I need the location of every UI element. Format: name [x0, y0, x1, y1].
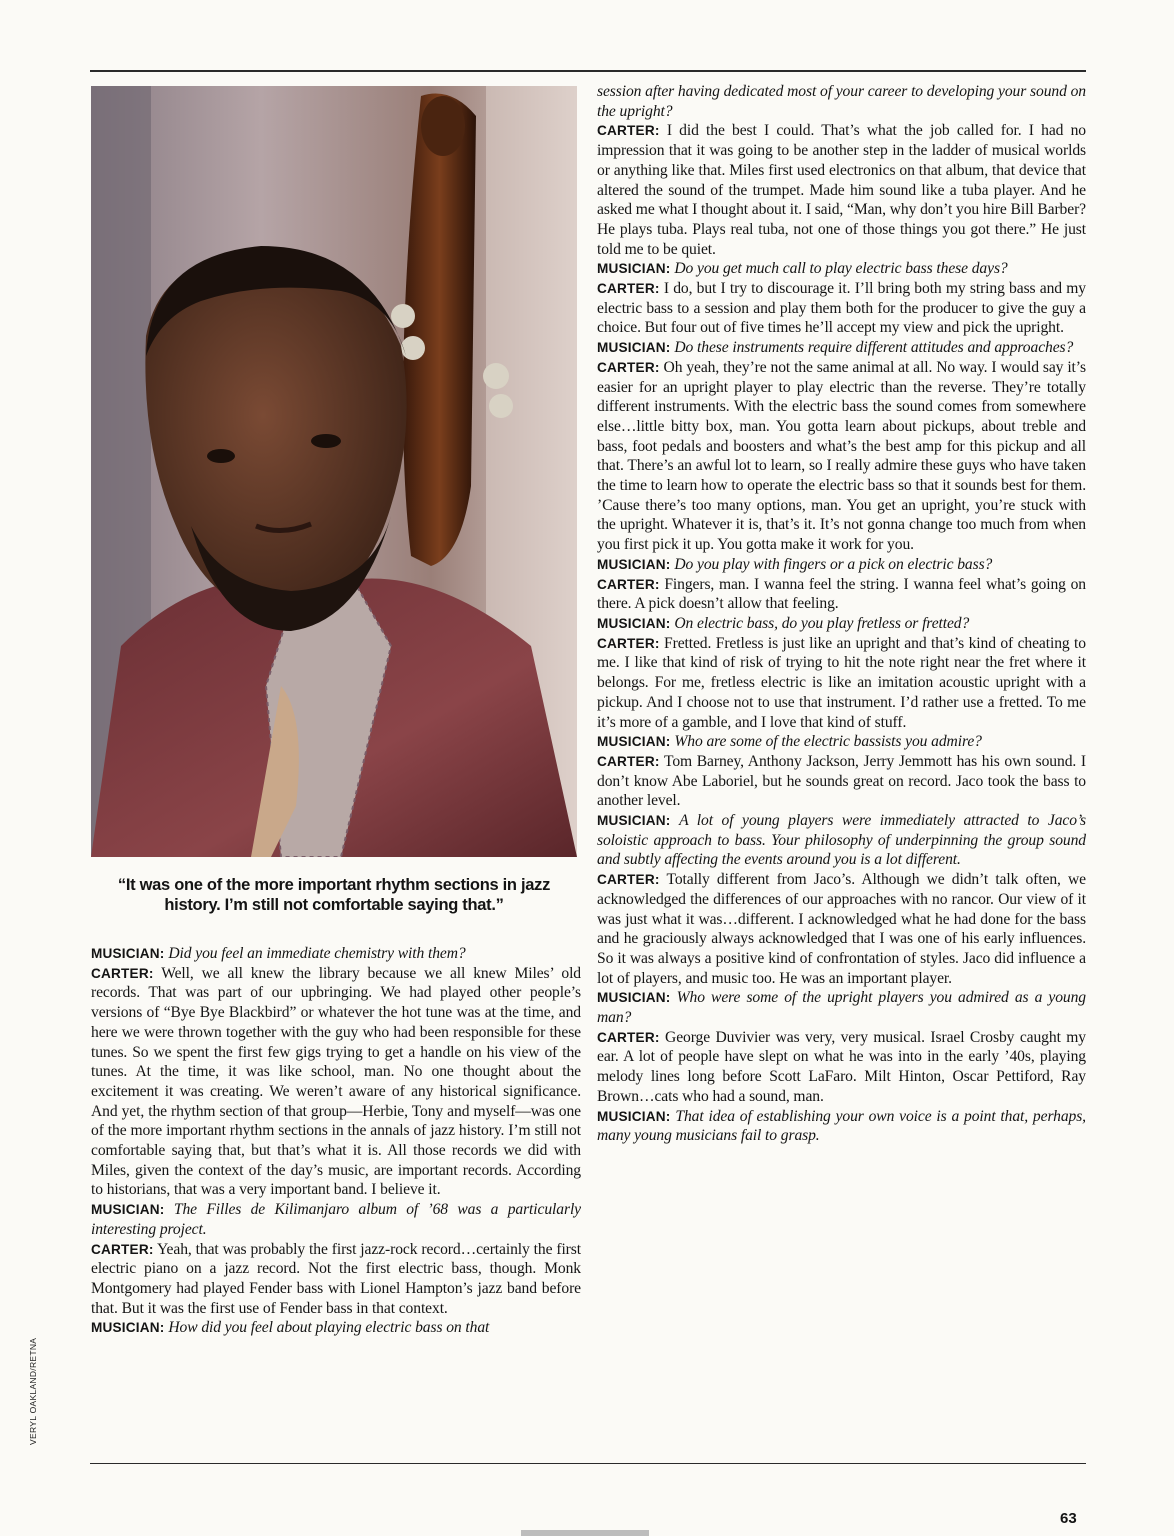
- answer-text: Oh yeah, they’re not the same animal at all. No way. I would say it’s easier for an upright player to play electric than the reverse. They’re totally different instruments. With the electric bass the sound comes from somewhere else…little bitty box, man. You gotta learn about pickups, about treble and bass, foot pedals and boosters and what’s the best amp for this pickup and all that. There’s an awful lot to learn, so I really admire these guys who have taken the time to learn how to operate the electric bass so that it sounds best for them. ’Cause there’s too many options, man. You get an upright, you’re stuck with the upright. Whatever it is, that’s it. It’s not gonna change too much from when you first pick it up. You gotta make it work for you.: [597, 358, 1086, 554]
- interview-paragraph: [91, 944, 581, 964]
- interview-paragraph: [597, 811, 1086, 870]
- question-text: On electric bass, do you play fretless or fretted?: [674, 614, 970, 632]
- interview-paragraph: [597, 575, 1086, 614]
- answer-text: Tom Barney, Anthony Jackson, Jerry Jemmott has his own sound. I don’t know Abe Laboriel, but he sounds great on record. Jaco took the bass to another level.: [597, 752, 1086, 810]
- answer-text: Yeah, that was probably the first jazz-rock record…certainly the first electric piano on a jazz record. Not the first electric bass, though. Monk Montgomery had played Fender bass with Lionel Hampton’s jazz band before that. But it was the first use of Fender bass in that context.: [91, 1240, 581, 1317]
- speaker-label: MUSICIAN:: [597, 615, 671, 631]
- left-column-text: [91, 944, 581, 1338]
- speaker-label: MUSICIAN:: [597, 556, 671, 572]
- interview-paragraph: [597, 988, 1086, 1027]
- interview-paragraph: [597, 259, 1086, 279]
- question-text: Who were some of the upright players you admired as a young man?: [597, 989, 1086, 1027]
- interview-paragraph: [91, 1318, 581, 1338]
- interview-paragraph: [597, 338, 1086, 358]
- interview-paragraph: [597, 870, 1086, 988]
- answer-text: George Duvivier was very, very musical. Israel Crosby caught my ear. A lot of people have slept on what he was into in the early ’40s, playing melody lines long before Scott LaFaro. Milt Hinton, Oscar Pettiford, Ray Brown…cats who had a sound, man.: [597, 1028, 1086, 1105]
- speaker-label: MUSICIAN:: [597, 990, 671, 1006]
- answer-text: Totally different from Jaco’s. Although we didn’t talk often, we acknowledged the differences of our approaches with no rancor. Our view of it was just what it was…different. I acknowledged what he had done for the bass and he graciously always acknowledged that I was one of his early influences. So it was always a positive kind of confrontation of styles. Jaco did influence a lot of players, and music too. He was an important player.: [597, 871, 1086, 987]
- speaker-label: CARTER:: [91, 965, 154, 981]
- speaker-label: CARTER:: [597, 872, 660, 888]
- speaker-label: MUSICIAN:: [91, 1202, 165, 1218]
- answer-text: Fretted. Fretless is just like an upright and that’s kind of cheating to me. I like that kind of risk of trying to hit the note right near the fret where it belongs. For me, fretless electric is like an imitation acoustic upright with a pickup. And I choose not to use that instrument. I’d rather use a fretted. To me it’s more of a gamble, and I love that kind of stuff.: [597, 634, 1086, 731]
- speaker-label: CARTER:: [597, 635, 660, 651]
- interview-paragraph: [597, 279, 1086, 338]
- interview-paragraph: [91, 1240, 581, 1319]
- right-column-text: [597, 82, 1086, 1146]
- interview-paragraph: [597, 555, 1086, 575]
- interview-paragraph: [597, 614, 1086, 634]
- interview-paragraph: [597, 634, 1086, 733]
- speaker-label: MUSICIAN:: [91, 1320, 165, 1336]
- interview-paragraph: [597, 1028, 1086, 1107]
- interview-paragraph: [597, 82, 1086, 121]
- speaker-label: CARTER:: [597, 753, 660, 769]
- interview-paragraph: [91, 1200, 581, 1239]
- question-text: Do you get much call to play electric bass these days?: [674, 260, 1008, 278]
- answer-text: Fingers, man. I wanna feel the string. I wanna feel what’s going on there. A pick doesn’t allow that feeling.: [597, 575, 1086, 613]
- top-rule: [90, 70, 1086, 72]
- footer-strip: [521, 1530, 649, 1536]
- question-text: session after having dedicated most of your career to developing your sound on the upright?: [597, 83, 1086, 120]
- speaker-label: MUSICIAN:: [597, 813, 671, 829]
- question-text: Do these instruments require different attitudes and approaches?: [674, 339, 1074, 357]
- question-text: The Filles de Kilimanjaro album of ’68 was a particularly interesting project.: [91, 1201, 581, 1238]
- interview-paragraph: [597, 732, 1086, 752]
- speaker-label: CARTER:: [597, 1029, 660, 1045]
- portrait-photo: [91, 86, 577, 857]
- interview-paragraph: [91, 964, 581, 1200]
- page-number: 63: [1060, 1510, 1077, 1527]
- speaker-label: MUSICIAN:: [597, 734, 671, 750]
- speaker-label: MUSICIAN:: [91, 946, 165, 961]
- speaker-label: CARTER:: [597, 576, 660, 592]
- interview-paragraph: [597, 752, 1086, 811]
- interview-paragraph: [597, 1107, 1086, 1146]
- question-text: Did you feel an immediate chemistry with them?: [168, 945, 466, 962]
- speaker-label: CARTER:: [597, 359, 660, 375]
- answer-text: I do, but I try to discourage it. I’ll bring both my string bass and my electric bass to a session and play them both for the producer to give the guy a choice. But four out of five times he’ll accept my view and pick the upright.: [597, 280, 1086, 337]
- speaker-label: CARTER:: [597, 123, 660, 139]
- interview-paragraph: [597, 121, 1086, 259]
- question-text: How did you feel about playing electric bass on that: [168, 1319, 490, 1337]
- question-text: A lot of young players were immediately attracted to Jaco’s soloistic approach to bass. Your philosophy of underpinning the group sound and subtly affecting the events around you is a lot different.: [597, 812, 1086, 869]
- speaker-label: MUSICIAN:: [597, 1108, 671, 1124]
- question-text: Who are some of the electric bassists you admire?: [674, 733, 982, 751]
- portrait-illustration: [91, 86, 577, 857]
- bottom-rule: [90, 1463, 1086, 1464]
- speaker-label: CARTER:: [91, 1241, 154, 1257]
- interview-paragraph: [597, 358, 1086, 555]
- photo-caption: “It was one of the more important rhythm sections in jazz history. I’m still not comfortable saying that.”: [117, 876, 551, 914]
- answer-text: Well, we all knew the library because we all knew Miles’ old records. That was part of our upbringing. We had played other people’s versions of “Bye Bye Blackbird” or whatever the hot tune was at the time, and here we were thrown together with the guy who had been responsible for these tunes. So we spent the first few gigs trying to get a handle on his view of the tunes. At the time, it was like school, man. No one thought about the excitement it was creating. We weren’t aware of any historical significance. And yet, the rhythm section of that group—Herbie, Tony and myself—was one of the more important rhythm sections in the annals of jazz history. I’m still not comfortable saying that, but that’s what it is. All those records we did with Miles, given the context of the day’s music, are important records. According to historians, that was a very important band. I believe it.: [91, 964, 581, 1199]
- speaker-label: MUSICIAN:: [597, 340, 671, 356]
- answer-text: I did the best I could. That’s what the job called for. I had no impression that it was going to be another step in the ladder of musical worlds or anything like that. Miles first used electronics on that album, that device that altered the sound of the trumpet. Made him sound like a tuba player. And he asked me what I thought about it. I said, “Man, why don’t you hire Bill Barber? He plays tuba. Plays real tuba, not one of those things you got there.” He just told me to be quiet.: [597, 122, 1086, 258]
- speaker-label: MUSICIAN:: [597, 261, 671, 277]
- photo-credit: VERYL OAKLAND/RETNA: [28, 1337, 38, 1445]
- question-text: That idea of establishing your own voice is a point that, perhaps, many young musicians fail to grasp.: [597, 1107, 1086, 1145]
- question-text: Do you play with fingers or a pick on electric bass?: [674, 555, 993, 573]
- speaker-label: CARTER:: [597, 281, 660, 297]
